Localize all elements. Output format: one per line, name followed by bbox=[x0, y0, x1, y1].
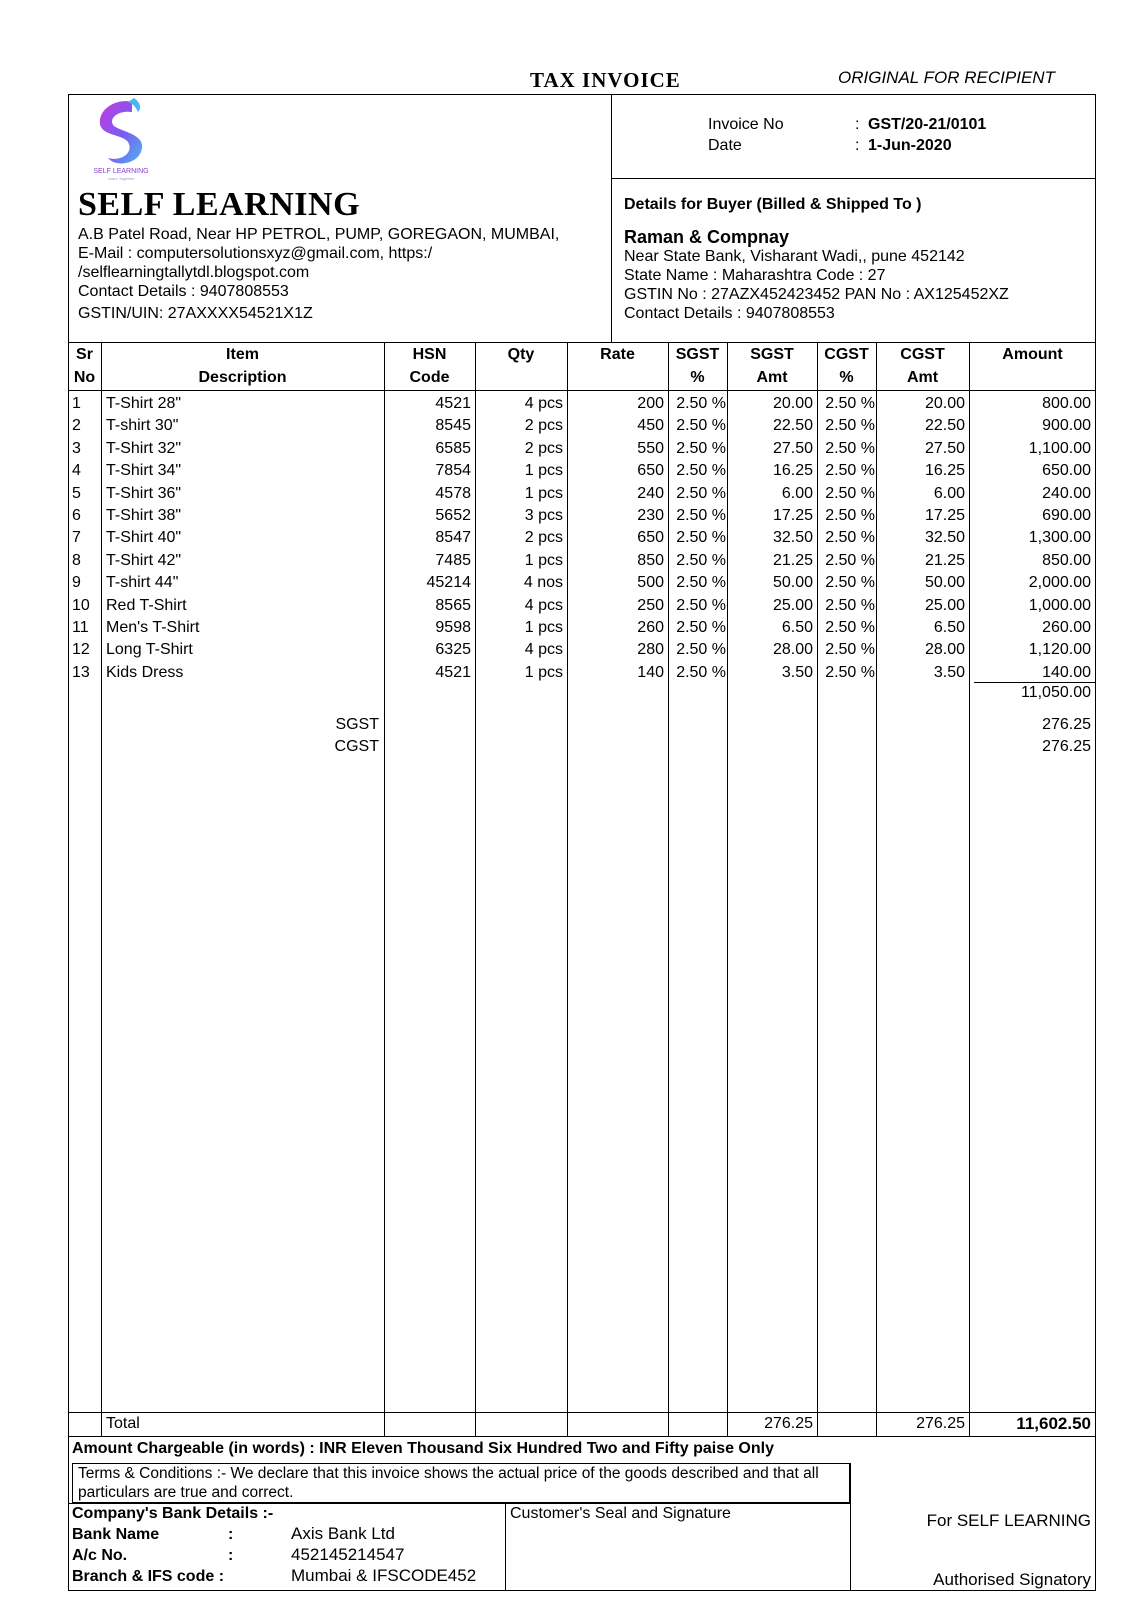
cell-sgst-amt: 22.50 bbox=[772, 417, 813, 435]
cell-sr: 4 bbox=[72, 462, 81, 480]
col-header-cgst-amt-line1: CGST bbox=[900, 346, 945, 363]
cell-hsn: 9598 bbox=[435, 619, 471, 636]
cell-cgst-amt: 27.50 bbox=[924, 439, 965, 457]
cell-sr: 6 bbox=[72, 507, 81, 524]
col-header-hsn bbox=[384, 343, 475, 389]
logo-tagline: Learn Together bbox=[107, 176, 135, 181]
col-header-item bbox=[101, 343, 384, 389]
tax-label-cgst: CGST bbox=[334, 738, 379, 755]
cell-cgst-amt: 50.00 bbox=[924, 574, 965, 592]
cell-qty: 3 pcs bbox=[524, 507, 563, 524]
terms-bottom-rule bbox=[68, 1503, 850, 1504]
cell-qty: 2 pcs bbox=[524, 439, 563, 457]
cell-sr: 2 bbox=[72, 417, 81, 435]
cell-amount: 260.00 bbox=[1042, 619, 1091, 636]
cell-hsn: 4578 bbox=[435, 484, 471, 502]
cell-cgst-amt: 20.00 bbox=[924, 395, 965, 412]
bank-ac-value: 452145214547 bbox=[291, 1545, 405, 1564]
cell-rate: 250 bbox=[637, 596, 664, 614]
for-company-label: For SELF LEARNING bbox=[926, 1511, 1091, 1530]
table-header-rule bbox=[68, 390, 1096, 391]
buyer-gstin: GSTIN No : 27AZX452423452 PAN No : AX125452XZ bbox=[624, 286, 1009, 303]
cell-sr: 10 bbox=[72, 596, 90, 614]
cell-amount: 1,120.00 bbox=[1028, 641, 1091, 659]
amount-in-words: Amount Chargeable (in words) : INR Eleven Thousand Six Hundred Two and Fifty paise Only bbox=[72, 1440, 774, 1457]
cell-sgst-pct: 2.50 % bbox=[676, 417, 726, 435]
cell-rate: 550 bbox=[637, 439, 664, 457]
invoice-title: TAX INVOICE bbox=[530, 68, 681, 92]
cell-qty: 2 pcs bbox=[524, 529, 563, 547]
cell-cgst-pct: 2.50 % bbox=[825, 551, 875, 569]
cell-desc: T-Shirt 32" bbox=[106, 439, 182, 457]
cell-desc: T-Shirt 42" bbox=[106, 551, 182, 569]
invoice-no-value: GST/20-21/0101 bbox=[868, 116, 987, 133]
col-header-hsn-line2: Code bbox=[409, 369, 450, 386]
cell-sr: 9 bbox=[72, 574, 81, 592]
col-header-sgst-pct bbox=[668, 343, 727, 389]
buyer-address: Near State Bank, Visharant Wadi,, pune 452142 bbox=[624, 248, 965, 265]
cell-rate: 230 bbox=[637, 507, 664, 524]
cell-qty: 1 pcs bbox=[524, 663, 563, 681]
cell-desc: Long T-Shirt bbox=[106, 641, 193, 659]
cell-sgst-pct: 2.50 % bbox=[676, 663, 726, 681]
buyer-state: State Name : Maharashtra Code : 27 bbox=[624, 267, 886, 284]
col-header-cgst-pct-line2: % bbox=[839, 369, 854, 386]
col-header-hsn-line1: HSN bbox=[412, 346, 447, 363]
cell-hsn: 4521 bbox=[435, 395, 471, 412]
col-header-sr-line1: Sr bbox=[76, 346, 93, 363]
bank-name-value: Axis Bank Ltd bbox=[291, 1524, 395, 1543]
cell-sgst-pct: 2.50 % bbox=[676, 551, 726, 569]
cell-cgst-amt: 6.50 bbox=[933, 619, 965, 636]
bank-heading: Company's Bank Details :- bbox=[72, 1505, 274, 1522]
cell-qty: 4 pcs bbox=[524, 641, 563, 659]
cell-sr: 1 bbox=[72, 395, 81, 412]
bank-branch-label: Branch & IFS code : bbox=[72, 1568, 225, 1585]
col-header-item-line2: Description bbox=[198, 369, 287, 386]
seal-right-divider bbox=[850, 1463, 851, 1591]
cell-amount: 800.00 bbox=[1042, 395, 1091, 412]
cell-amount: 850.00 bbox=[1042, 551, 1091, 569]
cell-rate: 500 bbox=[637, 574, 664, 592]
authorised-signatory: Authorised Signatory bbox=[933, 1570, 1091, 1589]
cell-desc: T-Shirt 28" bbox=[106, 395, 182, 412]
terms-text: Terms & Conditions :- We declare that this invoice shows the actual price of the goods described and that all particulars are true and correct. bbox=[78, 1465, 819, 1501]
bank-name-label: Bank Name bbox=[72, 1526, 160, 1543]
bank-branch-value: Mumbai & IFSCODE452 bbox=[291, 1566, 477, 1585]
cell-desc: Red T-Shirt bbox=[106, 596, 187, 614]
seller-address-line1: A.B Patel Road, Near HP PETROL, PUMP, GOREGAON, MUMBAI, bbox=[78, 226, 560, 243]
invoice-no-label: Invoice No bbox=[708, 116, 784, 133]
cell-cgst-pct: 2.50 % bbox=[825, 507, 875, 524]
buyer-heading: Details for Buyer (Billed & Shipped To ) bbox=[624, 196, 922, 213]
invoice-no-sep: : bbox=[855, 116, 860, 133]
seller-address-line2: E-Mail : computersolutionsxyz@gmail.com, https:/ bbox=[78, 245, 433, 262]
cell-sgst-amt: 32.50 bbox=[772, 529, 813, 547]
cell-amount: 140.00 bbox=[1042, 663, 1091, 681]
cell-sgst-pct: 2.50 % bbox=[676, 507, 726, 524]
header-divider bbox=[611, 94, 612, 342]
logo-caption: SELF LEARNING bbox=[93, 168, 149, 175]
col-header-cgst-pct-line1: CGST bbox=[824, 346, 869, 363]
seller-gstin: GSTIN/UIN: 27AXXXX54521X1Z bbox=[78, 305, 313, 322]
cell-amount: 900.00 bbox=[1042, 417, 1091, 435]
invoice-date-value: 1-Jun-2020 bbox=[868, 137, 952, 154]
cell-cgst-pct: 2.50 % bbox=[825, 484, 875, 502]
cell-cgst-amt: 32.50 bbox=[924, 529, 965, 547]
cell-rate: 450 bbox=[637, 417, 664, 435]
cell-qty: 4 pcs bbox=[524, 395, 563, 412]
company-name: SELF LEARNING bbox=[78, 186, 361, 223]
cell-qty: 4 pcs bbox=[524, 596, 563, 614]
cell-rate: 260 bbox=[637, 619, 664, 636]
cell-sgst-pct: 2.50 % bbox=[676, 395, 726, 412]
col-divider-sr bbox=[101, 342, 102, 1436]
cell-sr: 13 bbox=[72, 663, 90, 681]
cell-sgst-amt: 20.00 bbox=[772, 395, 813, 412]
grand-total: 11,602.50 bbox=[1016, 1414, 1091, 1433]
cell-sgst-amt: 28.00 bbox=[772, 641, 813, 659]
bank-ac-sep: : bbox=[228, 1547, 234, 1564]
cell-cgst-pct: 2.50 % bbox=[825, 619, 875, 636]
cell-hsn: 5652 bbox=[435, 507, 471, 524]
cell-rate: 200 bbox=[637, 395, 664, 412]
cell-sgst-pct: 2.50 % bbox=[676, 574, 726, 592]
cell-amount: 240.00 bbox=[1042, 484, 1091, 502]
cell-amount: 1,300.00 bbox=[1028, 529, 1091, 547]
buyer-contact: Contact Details : 9407808553 bbox=[624, 305, 835, 322]
cell-cgst-pct: 2.50 % bbox=[825, 641, 875, 659]
col-header-cgst-amt-line2: Amt bbox=[906, 369, 939, 386]
tax-amount-cgst: 276.25 bbox=[1042, 738, 1091, 755]
cell-cgst-pct: 2.50 % bbox=[825, 596, 875, 614]
cell-hsn: 45214 bbox=[426, 574, 471, 592]
cell-sr: 5 bbox=[72, 484, 81, 502]
cell-sgst-amt: 17.25 bbox=[772, 507, 813, 524]
cell-hsn: 7854 bbox=[435, 462, 471, 480]
tax-amount-sgst: 276.25 bbox=[1042, 716, 1091, 733]
cell-desc: T-Shirt 40" bbox=[106, 529, 182, 547]
cell-qty: 1 pcs bbox=[524, 484, 563, 502]
cell-cgst-amt: 6.00 bbox=[933, 484, 965, 502]
cell-sr: 12 bbox=[72, 641, 90, 659]
cell-sgst-amt: 6.00 bbox=[781, 484, 813, 502]
cell-sr: 3 bbox=[72, 439, 81, 457]
col-header-amount: Amount bbox=[1002, 346, 1063, 363]
cell-cgst-pct: 2.50 % bbox=[825, 462, 875, 480]
cell-hsn: 8565 bbox=[435, 596, 471, 614]
total-bottom-rule bbox=[68, 1436, 1096, 1437]
cell-desc: T-shirt 30" bbox=[106, 417, 179, 435]
cell-sgst-pct: 2.50 % bbox=[676, 462, 726, 480]
cell-hsn: 4521 bbox=[435, 663, 471, 681]
col-header-cgst-pct bbox=[817, 343, 876, 389]
cell-cgst-amt: 17.25 bbox=[924, 507, 965, 524]
col-header-cgst-amt bbox=[876, 343, 969, 389]
cell-desc: T-Shirt 36" bbox=[106, 484, 182, 502]
cell-desc: T-Shirt 38" bbox=[106, 507, 182, 524]
cell-hsn: 8547 bbox=[435, 529, 471, 547]
cell-cgst-amt: 25.00 bbox=[924, 596, 965, 614]
cell-qty: 1 pcs bbox=[524, 462, 563, 480]
buyer-name: Raman & Compnay bbox=[624, 227, 790, 247]
seller-contact: Contact Details : 9407808553 bbox=[78, 283, 289, 300]
cell-desc: T-shirt 44" bbox=[106, 574, 179, 592]
col-header-sgst-amt-line1: SGST bbox=[750, 346, 794, 363]
cell-cgst-pct: 2.50 % bbox=[825, 439, 875, 457]
col-header-sr-line2: No bbox=[73, 369, 96, 386]
cell-sgst-pct: 2.50 % bbox=[676, 641, 726, 659]
cell-sgst-amt: 27.50 bbox=[772, 439, 813, 457]
cell-rate: 650 bbox=[637, 529, 664, 547]
cell-sr: 8 bbox=[72, 551, 81, 569]
cell-hsn: 6325 bbox=[435, 641, 471, 659]
col-header-sgst-amt bbox=[727, 343, 817, 389]
cell-hsn: 7485 bbox=[435, 551, 471, 569]
cell-desc: T-Shirt 34" bbox=[106, 462, 182, 480]
cell-rate: 140 bbox=[637, 663, 664, 681]
cell-cgst-pct: 2.50 % bbox=[825, 663, 875, 681]
invoice-date-label: Date bbox=[708, 137, 742, 154]
cell-rate: 240 bbox=[637, 484, 664, 502]
cell-cgst-amt: 28.00 bbox=[924, 641, 965, 659]
copy-label: ORIGINAL FOR RECIPIENT bbox=[838, 68, 1055, 87]
cell-sgst-pct: 2.50 % bbox=[676, 529, 726, 547]
cell-sgst-pct: 2.50 % bbox=[676, 596, 726, 614]
customer-seal-label: Customer's Seal and Signature bbox=[510, 1505, 731, 1522]
cell-qty: 1 pcs bbox=[524, 619, 563, 636]
cell-hsn: 6585 bbox=[435, 439, 471, 457]
total-sgst-amt: 276.25 bbox=[764, 1415, 813, 1432]
cell-cgst-pct: 2.50 % bbox=[825, 574, 875, 592]
bank-name-sep: : bbox=[228, 1526, 234, 1543]
seller-address-line3: /selflearningtallytdl.blogspot.com bbox=[78, 264, 310, 281]
cell-hsn: 8545 bbox=[435, 417, 471, 435]
cell-sgst-pct: 2.50 % bbox=[676, 439, 726, 457]
cell-desc: Kids Dress bbox=[106, 663, 184, 681]
cell-amount: 1,100.00 bbox=[1028, 439, 1091, 457]
cell-qty: 4 nos bbox=[523, 574, 563, 592]
cell-sgst-amt: 6.50 bbox=[781, 619, 813, 636]
cell-amount: 2,000.00 bbox=[1028, 574, 1091, 592]
cell-cgst-amt: 3.50 bbox=[933, 663, 965, 681]
cell-sgst-pct: 2.50 % bbox=[676, 619, 726, 636]
cell-rate: 280 bbox=[637, 641, 664, 659]
cell-cgst-amt: 16.25 bbox=[924, 462, 965, 480]
col-header-rate: Rate bbox=[600, 346, 635, 363]
cell-sgst-amt: 21.25 bbox=[772, 551, 813, 569]
cell-cgst-amt: 22.50 bbox=[924, 417, 965, 435]
cell-cgst-amt: 21.25 bbox=[924, 551, 965, 569]
total-label: Total bbox=[106, 1415, 140, 1432]
cell-qty: 1 pcs bbox=[524, 551, 563, 569]
subtotal-amount: 11,050.00 bbox=[1021, 684, 1091, 701]
invoice-meta-divider bbox=[611, 178, 1096, 179]
cell-sgst-amt: 3.50 bbox=[781, 663, 813, 681]
cell-amount: 690.00 bbox=[1042, 507, 1091, 524]
cell-rate: 650 bbox=[637, 462, 664, 480]
cell-cgst-pct: 2.50 % bbox=[825, 417, 875, 435]
cell-qty: 2 pcs bbox=[524, 417, 563, 435]
cell-cgst-pct: 2.50 % bbox=[825, 395, 875, 412]
cell-amount: 1,000.00 bbox=[1028, 596, 1091, 614]
total-cgst-amt: 276.25 bbox=[916, 1415, 965, 1432]
invoice-date-sep: : bbox=[855, 137, 860, 154]
cell-amount: 650.00 bbox=[1042, 462, 1091, 480]
bank-ac-label: A/c No. bbox=[72, 1547, 128, 1564]
cell-sgst-amt: 50.00 bbox=[772, 574, 813, 592]
cell-rate: 850 bbox=[637, 551, 664, 569]
cell-sgst-pct: 2.50 % bbox=[676, 484, 726, 502]
tax-label-sgst: SGST bbox=[335, 716, 379, 733]
cell-sgst-amt: 25.00 bbox=[772, 596, 813, 614]
cell-sr: 7 bbox=[72, 529, 81, 547]
cell-sr: 11 bbox=[72, 619, 89, 636]
col-header-sgst-pct-line2: % bbox=[690, 369, 705, 386]
seal-left-divider bbox=[505, 1503, 506, 1591]
col-header-item-line1: Item bbox=[226, 346, 259, 363]
col-header-sgst-amt-line2: Amt bbox=[756, 369, 788, 386]
col-header-sr bbox=[68, 343, 101, 389]
col-header-sgst-pct-line1: SGST bbox=[675, 346, 720, 363]
cell-desc: Men's T-Shirt bbox=[106, 619, 200, 636]
cell-sgst-amt: 16.25 bbox=[772, 462, 813, 480]
col-header-qty: Qty bbox=[507, 346, 535, 363]
cell-cgst-pct: 2.50 % bbox=[825, 529, 875, 547]
